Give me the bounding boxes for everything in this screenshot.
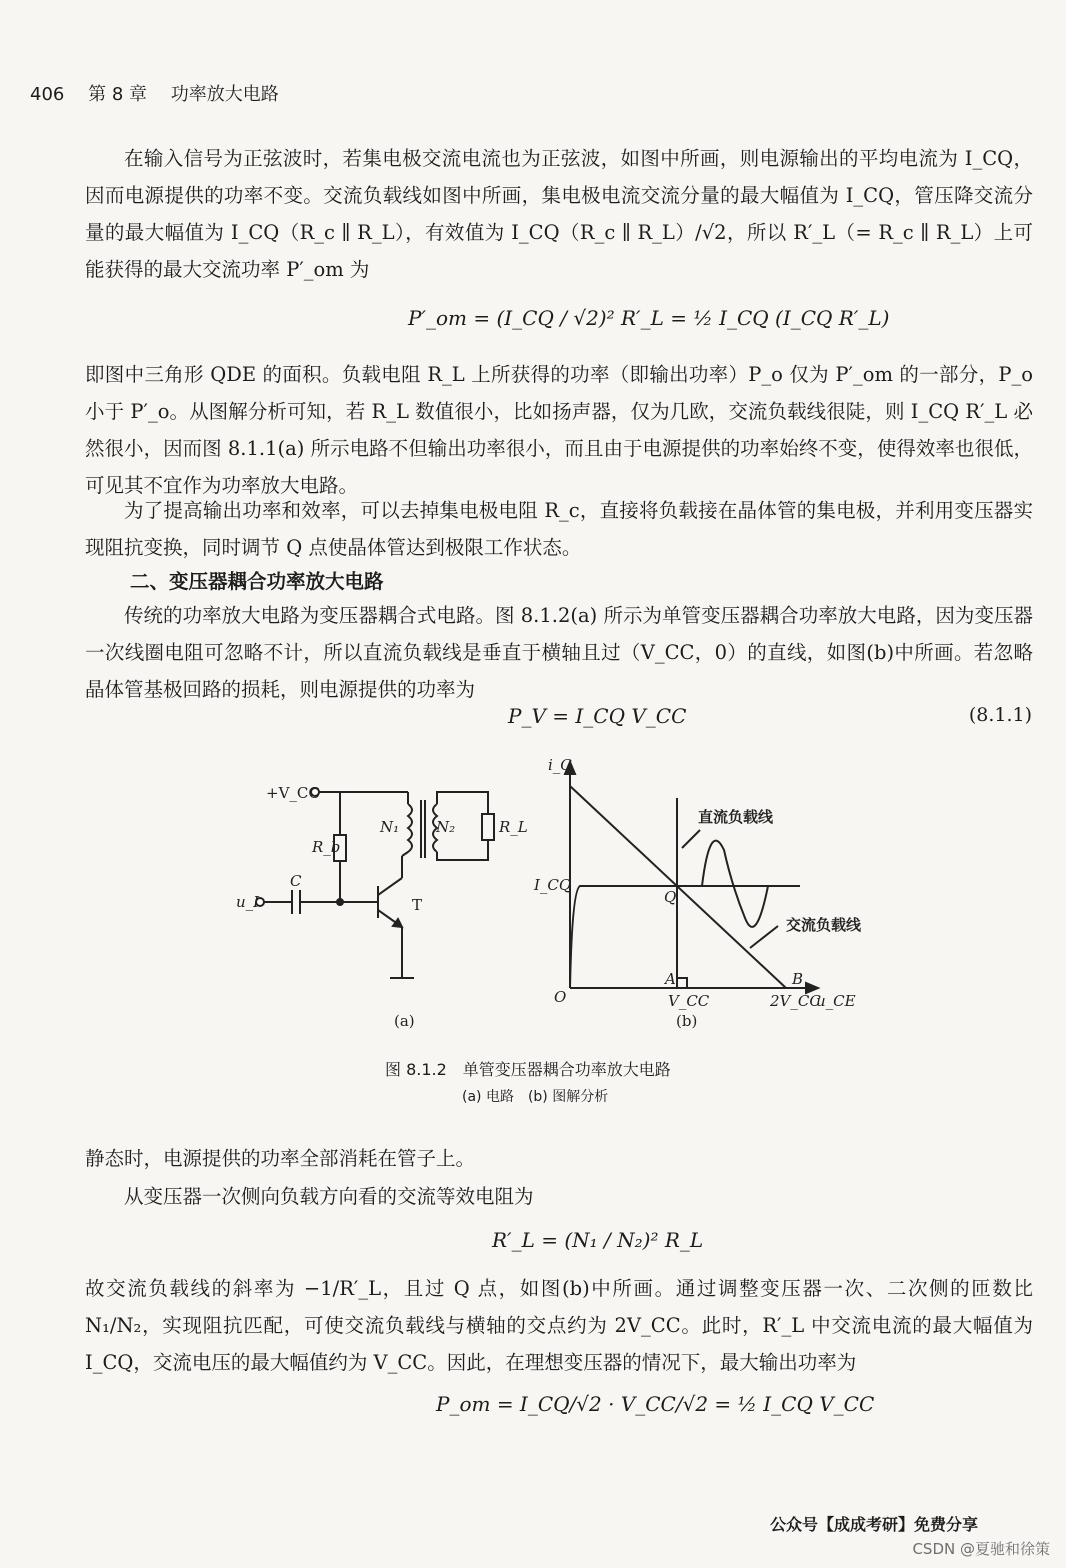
page-number: 406 [30,84,65,105]
label-ui: u_I [236,893,260,911]
label-uce: u_CE [816,992,856,1010]
label-rb: R_b [312,838,341,856]
equation-pom: P_om = I_CQ/√2 · V_CC/√2 = ½ I_CQ V_CC [436,1392,875,1416]
primary-winding [402,804,412,856]
label-2vcc: 2V_CC [770,992,821,1010]
label-icq: I_CQ [534,876,572,894]
paragraph-2: 即图中三角形 QDE 的面积。负载电阻 R_L 上所获得的功率（即输出功率）P_o 仅为 P′_om 的一部分，P_o 小于 P′_o。从图解分析可知，若 R_L 数值很小，比如扬声器，仅为几欧，交流负载线很陡，则 I_CQ R′_L 必然很小，因而图 8.1.1(a) 所示电路不但输出功率很小，而且由于电源提供的功率始终不变，使得效率也很低，可见其不宜作为功率放大电路。 [85,363,1033,497]
equation-pv: P_V = I_CQ V_CC [508,704,687,728]
figure-subcaption: (a) 电路 (b) 图解分析 [462,1089,609,1105]
chapter-number: 第 8 章 [88,84,147,105]
paragraph-3: 为了提高输出功率和效率，可以去掉集电极电阻 R_c，直接将负载接在晶体管的集电极，并利用变压器实现阻抗变换，同时调节 Q 点使晶体管达到极限工作状态。 [85,499,1033,559]
label-n1: N₁ [380,818,400,836]
label-o: O [554,988,567,1006]
rl-resistor [482,814,494,840]
equation-number: (8.1.1) [968,704,1032,726]
ac-leader [750,926,778,948]
label-a: A [665,970,676,988]
chapter-title: 功率放大电路 [170,84,279,105]
label-ac-load-line: 交流负载线 [786,916,862,934]
right-angle-marker [677,978,687,988]
secondary-wire-top [437,792,488,814]
footer-note: 公众号【成成考研】免费分享 [770,1515,979,1534]
figure-caption: 图 8.1.2 单管变压器耦合功率放大电路 [385,1060,671,1079]
base-node [337,899,343,905]
label-t: T [412,896,423,914]
current-sinewave [702,841,768,927]
emitter-arrow [393,919,402,927]
paragraph-7: 故交流负载线的斜率为 −1/R′_L，且过 Q 点，如图(b)中所画。通过调整变压器一次、二次侧的匝数比 N₁/N₂，实现阻抗匹配，可使交流负载线与横轴的交点约为 2V_CC。此时，R′_L 中交流电流的最大幅值为 I_CQ，交流电压的最大幅值约为 V_CC。因此，在理想变压器的情况下，最大输出功率为 [85,1277,1033,1374]
label-n2: N₂ [436,818,456,836]
label-vcc-axis: V_CC [668,992,710,1010]
paragraph-1: 在输入信号为正弦波时，若集电极交流电流也为正弦波，如图中所画，则电源输出的平均电流为 I_CQ，因而电源提供的功率不变。交流负载线如图中所画，集电极电流交流分量的最大幅值为 I_CQ，管压降交流分量的最大幅值为 I_CQ（R_c ∥ R_L），有效值为 I_CQ（R_c ∥ R_L）/√2，所以 R′_L（= R_c ∥ R_L）上可能获得的最大交流功率 P′_om 为 [85,147,1033,281]
dc-leader [682,830,700,848]
watermark: CSDN @夏驰和徐策 [912,1540,1050,1558]
equation-pom-prime: P′_om = (I_CQ / √2)² R′_L = ½ I_CQ (I_CQ R′_L) [408,306,890,330]
paragraph-4: 传统的功率放大电路为变压器耦合式电路。图 8.1.2(a) 所示为单管变压器耦合功率放大电路，因为变压器一次线圈电阻可忽略不计，所以直流负载线是垂直于横轴且过（V_CC，0）的直线，如图(b)中所画。若忽略晶体管基极回路的损耗，则电源提供的功率为 [85,604,1033,701]
circuit-labels [236,784,528,1030]
label-b: B [792,970,804,988]
figure-8-1-2 [230,750,870,1040]
secondary-wire-bottom [437,840,488,860]
label-rl: R_L [499,818,528,836]
label-dc-load-line: 直流负载线 [698,808,774,826]
label-c: C [290,872,302,890]
graph-diagram [565,762,818,993]
label-vcc: +V_CC [266,784,320,802]
section-title: 二、变压器耦合功率放大电路 [130,570,384,593]
page-header [30,80,297,106]
label-ic: i_C [548,756,572,774]
paragraph-6: 从变压器一次侧向负载方向看的交流等效电阻为 [124,1185,534,1208]
label-sub-b: (b) [676,1012,698,1030]
paragraph-5: 静态时，电源提供的功率全部消耗在管子上。 [85,1147,476,1170]
label-q: Q [664,888,677,906]
equation-rl-prime: R′_L = (N₁ / N₂)² R_L [492,1228,704,1252]
transistor-collector [378,878,402,895]
label-sub-a: (a) [394,1012,415,1030]
